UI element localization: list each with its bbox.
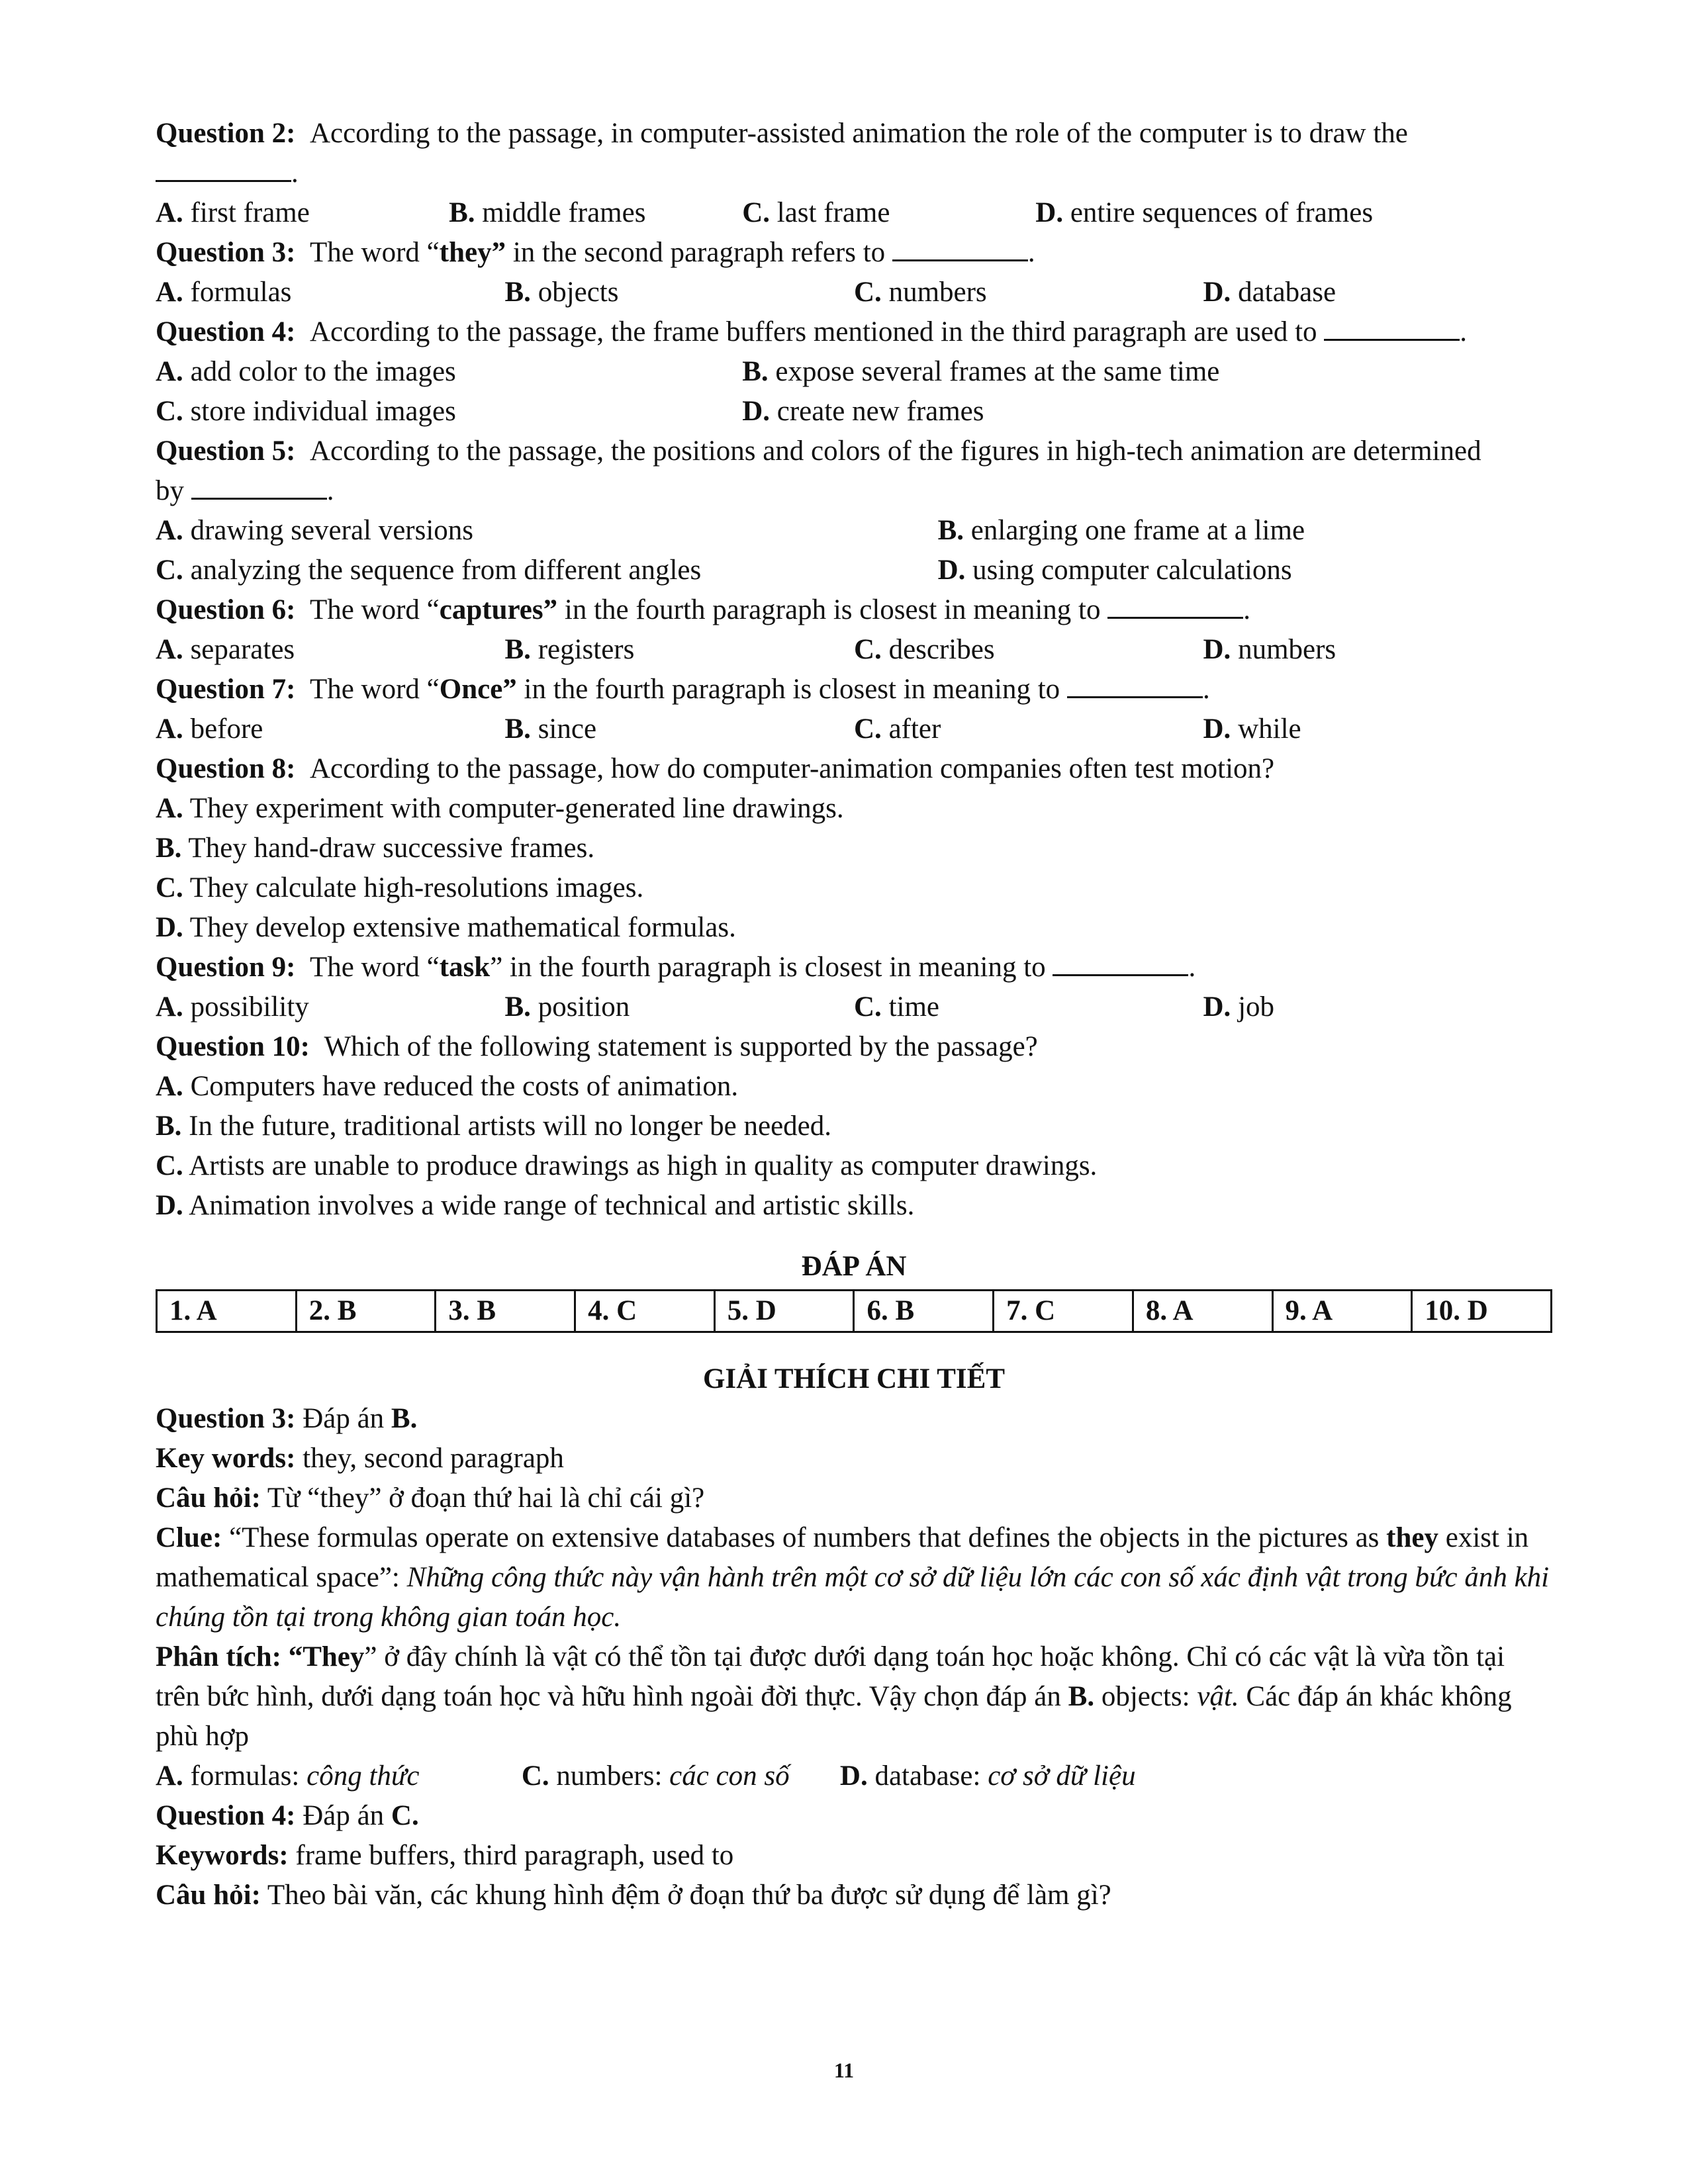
page-content (156, 114, 1552, 1915)
question-9-stem: Question 9: The word “task” in the fourth paragraph is closest in meaning to . (156, 948, 1552, 987)
answer-cell: 4. C (575, 1291, 715, 1332)
question-6-stem: Question 6: The word “captures” in the fourth paragraph is closest in meaning to . (156, 590, 1552, 630)
answer-cell: 3. B (436, 1291, 575, 1332)
option-a: A. first frame (156, 197, 310, 228)
q3-clue: Clue: “These formulas operate on extensive databases of numbers that defines the objects in the pictures as they exist in mathematical space”: Những công thức này vận hành trên một cơ sở dữ liệu lớn các con số xác định vật trong bức ảnh khi chúng tồn tại trong không gian toán học. (156, 1522, 1550, 1633)
question-5-options-row1 (156, 511, 1552, 551)
answer-cell: 9. A (1272, 1291, 1412, 1332)
table-row (157, 1291, 1552, 1332)
answer-cell: 10. D (1412, 1291, 1552, 1332)
option-c: C. describes (854, 634, 995, 665)
option-d: D. database (1203, 277, 1336, 308)
question-6-options (156, 630, 1552, 670)
question-5-options-row2 (156, 551, 1552, 590)
q3-keywords: Key words: they, second paragraph (156, 1443, 564, 1474)
answer-blank (1324, 314, 1460, 341)
option-c: C. analyzing the sequence from different angles (156, 555, 702, 586)
option-b: B. They hand-draw successive frames. (156, 833, 595, 864)
option-a: A. possibility (156, 991, 309, 1023)
option-a: A. before (156, 713, 263, 745)
option-d: D. job (1203, 991, 1275, 1023)
option-d: D. create new frames (742, 396, 984, 427)
question-label: Question 2: (156, 118, 296, 149)
q3-analysis: Phân tích: “They” ở đây chính là vật có thể tồn tại được dưới dạng toán học hoặc không. Chỉ có các vật là vừa tồn tại trên bức hình, dưới dạng toán học và hữu hình ngoài đời thực. Vậy chọn đáp án B. objects: vật. Các đáp án khác không phù hợp (156, 1641, 1512, 1752)
option-a: A. Computers have reduced the costs of animation. (156, 1071, 739, 1102)
question-7-options (156, 709, 1552, 749)
option-d: D. Animation involves a wide range of technical and artistic skills. (156, 1190, 915, 1221)
question-4-stem: Question 4: According to the passage, the frame buffers mentioned in the third paragraph are used to . (156, 312, 1552, 352)
answer-key-title: ĐÁP ÁN (801, 1251, 907, 1282)
answer-blank (191, 473, 327, 500)
option-b: B. since (504, 713, 597, 745)
q4-question: Câu hỏi: Theo bài văn, các khung hình đệm ở đoạn thứ ba được sử dụng để làm gì? (156, 1880, 1111, 1911)
question-4-options-row1 (156, 352, 1552, 392)
option-a: A. drawing several versions (156, 515, 474, 546)
option-b: B. registers (504, 634, 635, 665)
other-option-d: D. database: cơ sở dữ liệu (839, 1760, 1136, 1792)
option-a: A. formulas (156, 277, 292, 308)
q4-keywords: Keywords: frame buffers, third paragraph, used to (156, 1840, 734, 1871)
question-2-stem-cont: . (156, 154, 1552, 193)
option-c: C. after (854, 713, 941, 745)
option-c: C. time (854, 991, 939, 1023)
answer-blank (892, 234, 1028, 261)
answer-cell: 1. A (157, 1291, 297, 1332)
option-a: A. They experiment with computer-generated line drawings. (156, 793, 844, 824)
answer-key-table (156, 1289, 1552, 1333)
other-option-c: C. numbers: các con số (521, 1760, 790, 1792)
answer-cell: 5. D (714, 1291, 854, 1332)
q3-question: Câu hỏi: Từ “they” ở đoạn thứ hai là chỉ cái gì? (156, 1482, 705, 1514)
other-option-a: A. formulas: công thức (156, 1760, 420, 1792)
answer-cell: 8. A (1133, 1291, 1272, 1332)
question-10-stem: Question 10: Which of the following statement is supported by the passage? (156, 1031, 1038, 1062)
question-3-stem: Question 3: The word “they” in the second paragraph refers to . (156, 233, 1552, 273)
option-c: C. Artists are unable to produce drawings as high in quality as computer drawings. (156, 1150, 1098, 1181)
answer-cell: 2. B (296, 1291, 436, 1332)
q4-heading: Question 4: Đáp án C. (156, 1800, 419, 1831)
option-d: D. using computer calculations (937, 555, 1292, 586)
answer-blank (156, 155, 291, 182)
answer-cell: 6. B (854, 1291, 994, 1332)
question-2-options (156, 193, 1552, 233)
question-7-stem: Question 7: The word “Once” in the fourth paragraph is closest in meaning to . (156, 670, 1552, 709)
option-b: B. objects (504, 277, 619, 308)
q3-heading: Question 3: Đáp án B. (156, 1403, 418, 1434)
answer-blank (1053, 949, 1188, 976)
page-number: 11 (833, 2058, 855, 2082)
question-5-stem-cont: by . (156, 471, 1552, 511)
question-8-stem: Question 8: According to the passage, how do computer-animation companies often test motion? (156, 753, 1275, 784)
answer-cell: 7. C (994, 1291, 1133, 1332)
option-a: A. separates (156, 634, 295, 665)
option-b: B. In the future, traditional artists will no longer be needed. (156, 1111, 831, 1142)
option-c: C. store individual images (156, 396, 456, 427)
q3-other-options (156, 1756, 1552, 1796)
question-9-options (156, 987, 1552, 1027)
option-d: D. numbers (1203, 634, 1336, 665)
question-2-stem (156, 114, 1552, 154)
option-b: B. position (504, 991, 630, 1023)
question-5-stem: Question 5: According to the passage, the positions and colors of the figures in high-tech animation are determined (156, 435, 1481, 467)
option-b: B. expose several frames at the same time (742, 356, 1220, 387)
option-b: B. enlarging one frame at a lime (937, 515, 1305, 546)
answer-blank (1067, 671, 1203, 698)
answer-blank (1107, 592, 1243, 619)
option-a: A. add color to the images (156, 356, 456, 387)
option-d: D. entire sequences of frames (1035, 197, 1374, 228)
option-d: D. while (1203, 713, 1301, 745)
question-4-options-row2 (156, 392, 1552, 432)
explanations-title: GIẢI THÍCH CHI TIẾT (702, 1363, 1006, 1394)
option-c: C. numbers (854, 277, 987, 308)
question-3-options (156, 273, 1552, 312)
option-b: B. middle frames (449, 197, 646, 228)
option-c: C. last frame (742, 197, 890, 228)
question-text: According to the passage, in computer-assisted animation the role of the computer is to draw the (309, 118, 1408, 149)
option-c: C. They calculate high-resolutions images. (156, 872, 644, 903)
option-d: D. They develop extensive mathematical formulas. (156, 912, 736, 943)
